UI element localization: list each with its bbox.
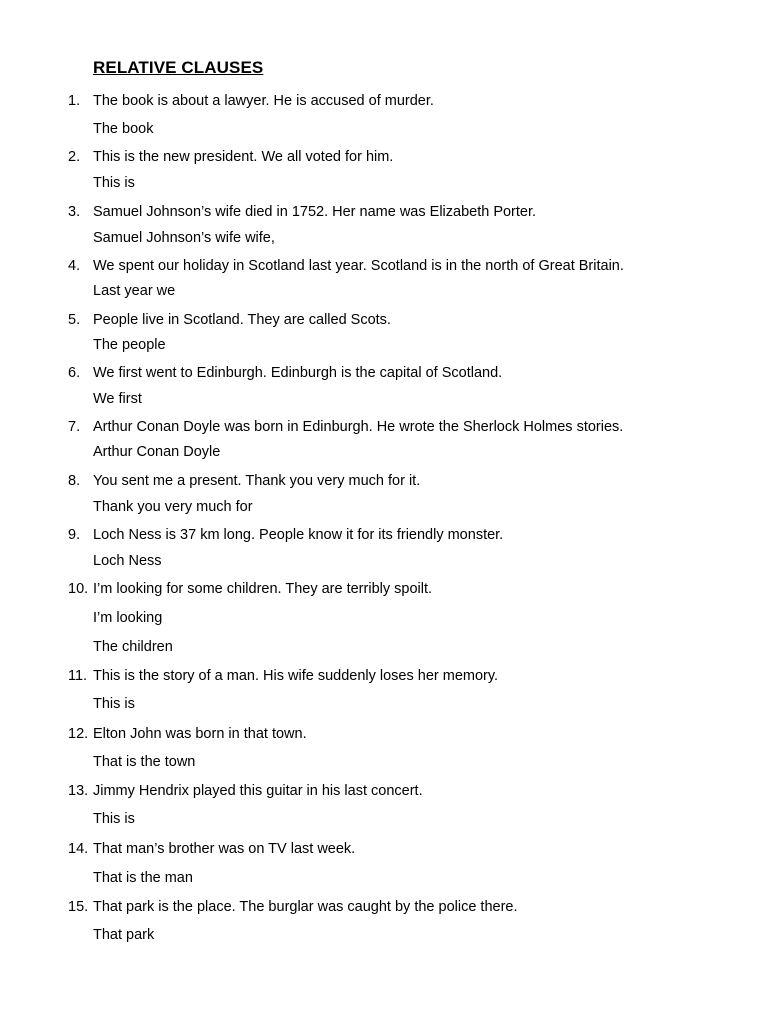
item-answer-prompt: The book	[93, 121, 154, 137]
item-number: 7.	[68, 419, 81, 435]
item-question: This is the story of a man. His wife suddenly loses her memory.	[93, 668, 499, 684]
item-question: You sent me a present. Thank you very much for it.	[93, 473, 421, 489]
item-question: That man’s brother was on TV last week.	[93, 841, 356, 857]
item-answer-prompt: That park	[93, 927, 155, 943]
item-number: 8.	[68, 473, 81, 489]
item-question: We spent our holiday in Scotland last year. Scotland is in the north of Great Britain.	[93, 258, 624, 274]
item-number: 12.	[68, 726, 89, 742]
item-number: 9.	[68, 527, 81, 543]
item-question: Arthur Conan Doyle was born in Edinburgh. He wrote the Sherlock Holmes stories.	[93, 419, 624, 435]
item-question: That park is the place. The burglar was caught by the police there.	[93, 899, 518, 915]
item-question: This is the new president. We all voted for him.	[93, 149, 394, 165]
item-number: 5.	[68, 312, 81, 328]
item-answer-prompt: That is the man	[93, 870, 193, 886]
item-number: 2.	[68, 149, 81, 165]
item-number: 13.	[68, 783, 89, 799]
item-question: I’m looking for some children. They are terribly spoilt.	[93, 581, 433, 597]
item-answer-prompt: That is the town	[93, 754, 196, 770]
item-question: People live in Scotland. They are called Scots.	[93, 312, 391, 328]
item-question: We first went to Edinburgh. Edinburgh is the capital of Scotland.	[93, 365, 503, 381]
item-number: 6.	[68, 365, 81, 381]
item-answer-prompt: The people	[93, 337, 166, 353]
item-number: 10.	[68, 581, 89, 597]
item-number: 3.	[68, 204, 81, 220]
item-answer-prompt: The children	[93, 639, 173, 655]
item-number: 14.	[68, 841, 89, 857]
item-number: 15.	[68, 899, 89, 915]
item-answer-prompt: Arthur Conan Doyle	[93, 444, 221, 460]
item-question: Jimmy Hendrix played this guitar in his last concert.	[93, 783, 423, 799]
item-answer-prompt: Loch Ness	[93, 553, 162, 569]
item-answer-prompt: I’m looking	[93, 610, 163, 626]
item-question: Samuel Johnson’s wife died in 1752. Her name was Elizabeth Porter.	[93, 204, 537, 220]
item-answer-prompt: Last year we	[93, 283, 176, 299]
item-answer-prompt: This is	[93, 811, 135, 827]
item-number: 1.	[68, 93, 81, 109]
item-answer-prompt: Thank you very much for	[93, 499, 253, 515]
item-answer-prompt: We first	[93, 391, 142, 407]
item-answer-prompt: This is	[93, 696, 135, 712]
item-answer-prompt: Samuel Johnson’s wife wife,	[93, 230, 275, 246]
page-title: RELATIVE CLAUSES	[93, 58, 264, 77]
item-number: 4.	[68, 258, 81, 274]
item-answer-prompt: This is	[93, 175, 135, 191]
item-question: Loch Ness is 37 km long. People know it for its friendly monster.	[93, 527, 504, 543]
item-number: 11.	[68, 668, 88, 684]
item-question: Elton John was born in that town.	[93, 726, 307, 742]
item-question: The book is about a lawyer. He is accused of murder.	[93, 93, 434, 109]
